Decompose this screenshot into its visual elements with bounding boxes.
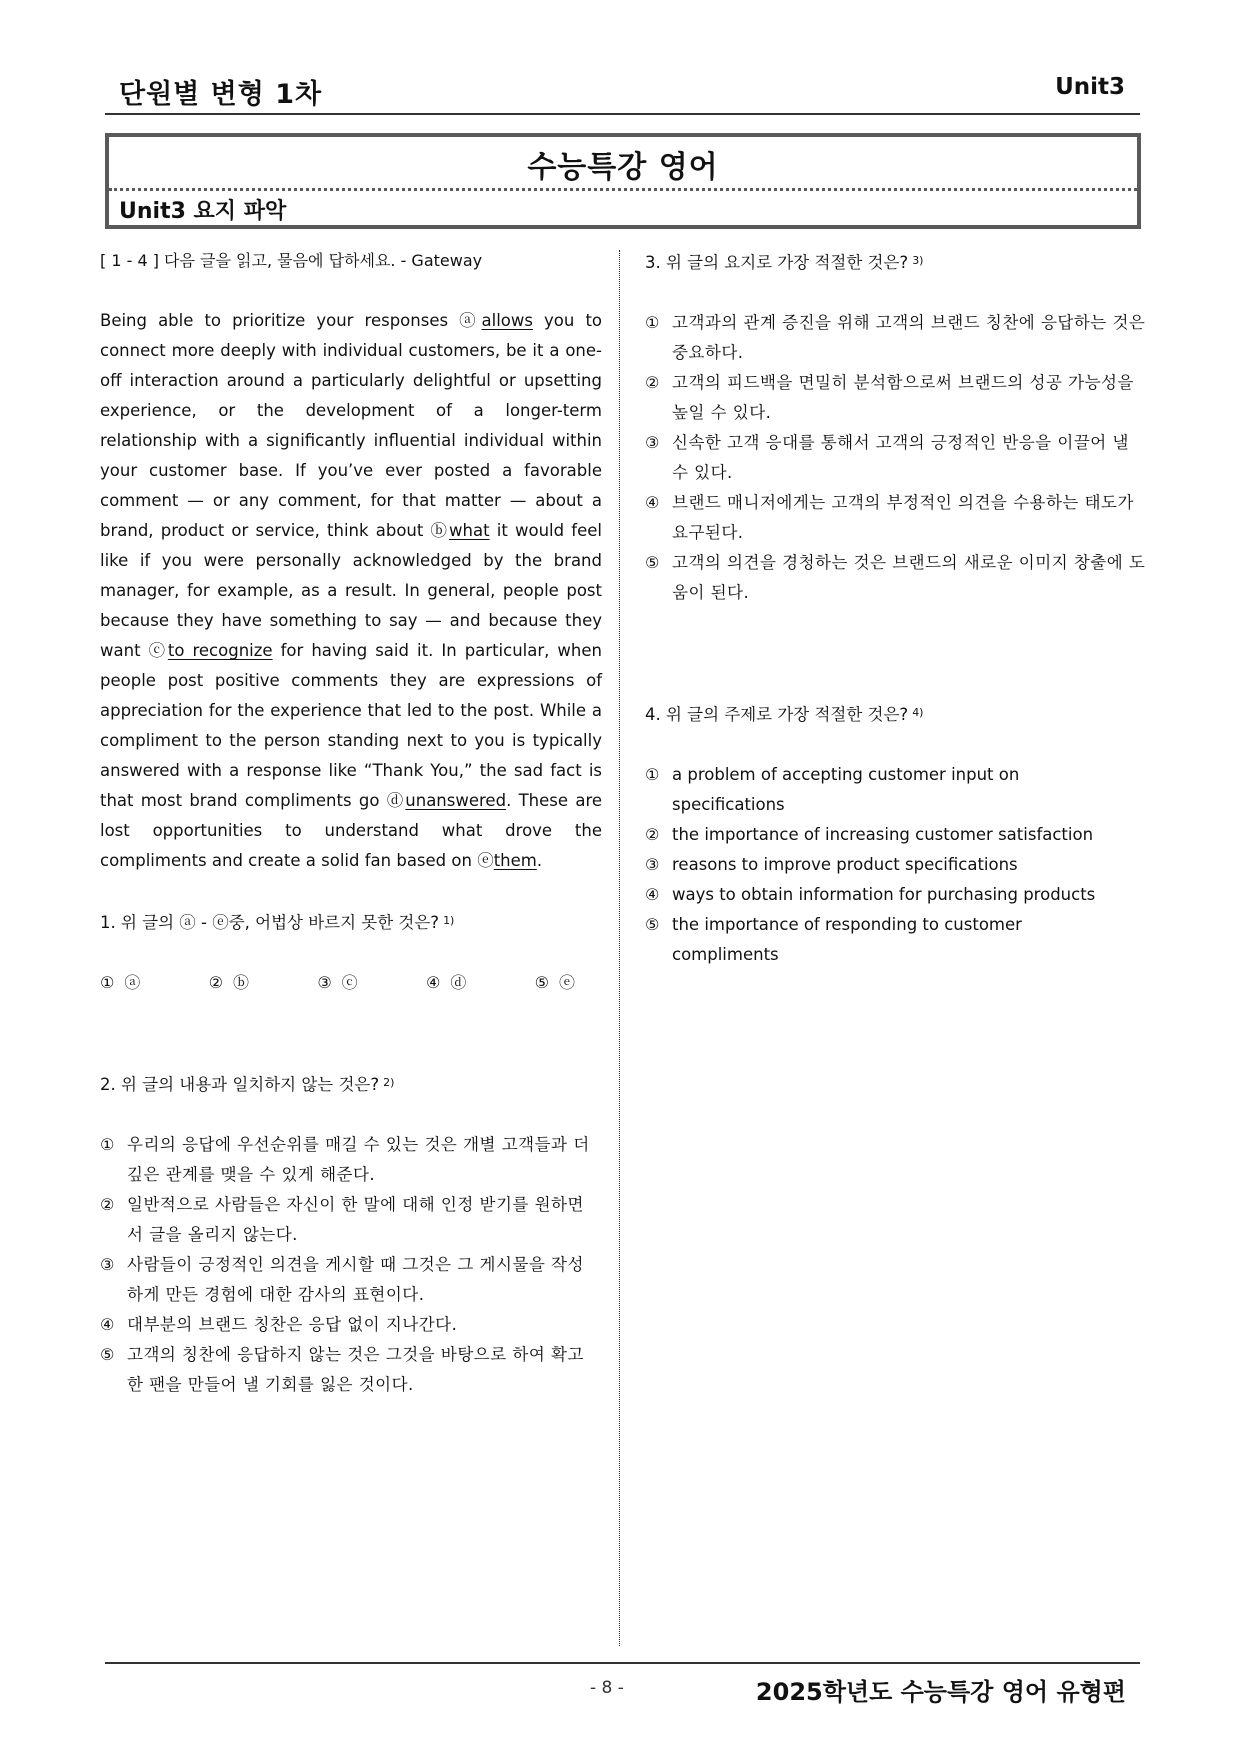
header-right-title: Unit3 xyxy=(1055,74,1125,100)
title-box xyxy=(105,133,1141,229)
option-4[interactable]: ④ ⓓ xyxy=(425,973,467,992)
option-1[interactable]: ① 고객과의 관계 증진을 위해 고객의 브랜드 칭찬에 응답하는 것은 중요하다. xyxy=(645,313,1146,362)
marker-c: ⓒ xyxy=(148,641,168,660)
underlined-e: them xyxy=(493,851,537,870)
answer-options xyxy=(645,760,1096,970)
underlined-b: what xyxy=(449,521,490,540)
question-title: 4. 위 글의 주제로 가장 적절한 것은? $^{4)}$ xyxy=(645,705,924,724)
option-2[interactable]: ② 고객의 피드백을 면밀히 분석함으로써 브랜드의 성공 가능성을 높일 수 있다. xyxy=(645,373,1134,422)
passage-text: for having said it. In particular, when people post positive comments they are expressions of appreciation for the experience that led to the post. While a compliment to the person standing next to you is typically answered with a response like “Thank You,” the sad fact is that most brand compliments go xyxy=(100,641,602,810)
footnote-ref: 2) xyxy=(383,1076,395,1089)
footer-rule xyxy=(105,1662,1140,1664)
option-1[interactable]: ① 우리의 응답에 우선순위를 매길 수 있는 것은 개별 고객들과 더 깊은 관계를 맺을 수 있게 해준다. xyxy=(100,1135,590,1184)
header-rule xyxy=(105,113,1140,115)
question-4 xyxy=(645,698,1147,970)
header-left-title: 단원별 변형 1차 xyxy=(119,79,323,110)
passage-text: . These are lost opportunities to understand what drove the compliments and create a solid fan based on xyxy=(100,791,603,870)
passage-text: Being able to prioritize your responses xyxy=(100,311,460,330)
marker-d: ⓓ xyxy=(386,791,406,810)
left-column xyxy=(100,246,602,1400)
option-5[interactable]: ⑤ the importance of responding to customer compliments xyxy=(645,915,1022,964)
right-column xyxy=(645,246,1147,970)
main-title: 수능특강 영어 xyxy=(527,150,719,185)
passage-text: it would feel like if you were personally acknowledged by the brand manager, for example, as a result. In general, people post because they have something to say — and because they want xyxy=(100,521,602,660)
option-5[interactable]: ⑤ ⓔ xyxy=(534,973,575,992)
option-4[interactable]: ④ ways to obtain information for purchasing products xyxy=(645,885,1096,904)
option-3[interactable]: ③ ⓒ xyxy=(317,973,358,992)
underlined-a: allows xyxy=(481,311,533,330)
option-1[interactable]: ① ⓐ xyxy=(100,973,141,992)
answer-options xyxy=(645,308,1147,608)
footnote-ref: 3) xyxy=(912,254,924,267)
marker-a: ⓐ xyxy=(459,311,482,330)
option-2[interactable]: ② the importance of increasing customer satisfaction xyxy=(645,825,1094,844)
option-3[interactable]: ③ reasons to improve product specifications xyxy=(645,855,1018,874)
instruction: [ 1 - 4 ] 다음 글을 읽고, 물음에 답하세요. - Gateway xyxy=(100,251,483,270)
page-header xyxy=(105,66,1125,114)
answer-options xyxy=(100,1130,590,1400)
column-divider xyxy=(619,250,620,1646)
footer-title: 2025학년도 수능특강 영어 유형편 xyxy=(755,1678,1126,1706)
option-3[interactable]: ③ 신속한 고객 응대를 통해서 고객의 긍정적인 반응을 이끌어 낼 수 있다. xyxy=(645,433,1129,482)
page-number: - 8 - xyxy=(590,1678,624,1698)
footnote-ref: 4) xyxy=(912,706,924,719)
question-title: 1. 위 글의 ⓐ - ⓔ중, 어법상 바르지 못한 것은? $^{1)}$ xyxy=(100,913,455,932)
dotted-divider xyxy=(109,188,1137,191)
underlined-d: unanswered xyxy=(405,791,507,810)
option-4[interactable]: ④ 브랜드 매니저에게는 고객의 부정적인 의견을 수용하는 태도가 요구된다. xyxy=(645,493,1134,542)
answer-options xyxy=(100,968,585,998)
underlined-c: to recognize xyxy=(167,641,273,660)
option-1[interactable]: ① a problem of accepting customer input on specifications xyxy=(645,765,1020,814)
reading-passage xyxy=(100,306,602,876)
option-3[interactable]: ③ 사람들이 긍정적인 의견을 게시할 때 그것은 그 게시물을 작성하게 만든 경험에 대한 감사의 표현이다. xyxy=(100,1255,584,1304)
passage-text: . xyxy=(536,851,543,870)
option-2[interactable]: ② 일반적으로 사람들은 자신이 한 말에 대해 인정 받기를 원하면서 글을 올리지 않는다. xyxy=(100,1195,584,1244)
option-5[interactable]: ⑤ 고객의 의견을 경청하는 것은 브랜드의 새로운 이미지 창출에 도움이 된다. xyxy=(645,553,1146,602)
option-2[interactable]: ② ⓑ xyxy=(208,973,250,992)
unit-subtitle: Unit3 요지 파악 xyxy=(119,199,287,224)
question-3 xyxy=(645,246,1147,608)
passage-text: you to connect more deeply with individual customers, be it a one-off interaction around a particularly delightful or upsetting experience, or the development of a longer-term relationship with a significantly influential individual within your customer base. If you’ve ever posted a favorable comment — or any comment, for that matter — about a brand, product or service, think about xyxy=(100,311,603,540)
option-4[interactable]: ④ 대부분의 브랜드 칭찬은 응답 없이 지나간다. xyxy=(100,1315,458,1334)
footnote-ref: 1) xyxy=(443,914,455,927)
question-1 xyxy=(100,906,602,998)
question-title: 3. 위 글의 요지로 가장 적절한 것은? $^{3)}$ xyxy=(645,253,924,272)
marker-b: ⓑ xyxy=(430,521,449,540)
marker-e: ⓔ xyxy=(477,851,494,870)
question-title: 2. 위 글의 내용과 일치하지 않는 것은? $^{2)}$ xyxy=(100,1075,395,1094)
question-2 xyxy=(100,1068,602,1400)
option-5[interactable]: ⑤ 고객의 칭찬에 응답하지 않는 것은 그것을 바탕으로 하여 확고한 팬을 만들어 낼 기회를 잃은 것이다. xyxy=(100,1345,584,1394)
